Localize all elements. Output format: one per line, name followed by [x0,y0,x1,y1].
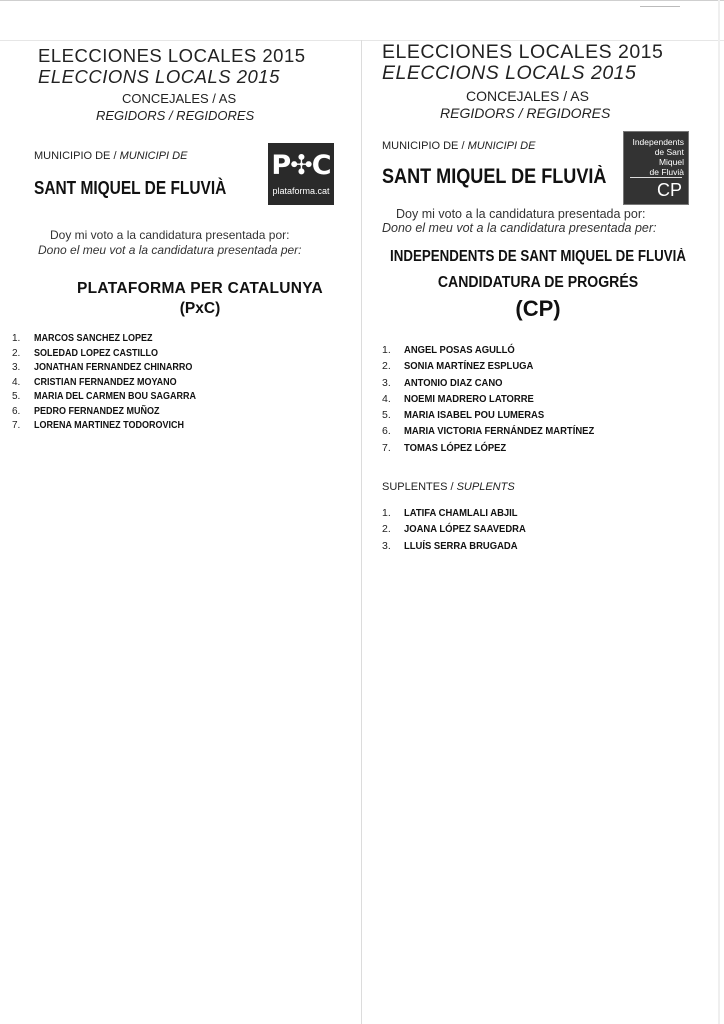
election-title-ca: ELECCIONS LOCALS 2015 [38,66,280,87]
party-name: PLATAFORMA PER CATALUNYA [76,280,323,297]
election-title-ca: ELECCIONS LOCALS 2015 [382,62,637,84]
list-item: 5. MARIA ISABEL POU LUMERAS [382,409,545,422]
list-item: 5. MARIA DEL CARMEN BOU SAGARRA [12,391,196,402]
list-item: 1. LATIFA CHAMLALI ABJIL [382,507,518,519]
party-abbreviation: (PxC) [179,300,221,317]
municipality-label [382,140,535,152]
regidors-label: REGIDORS / REGIDORES [96,108,255,123]
party-name-line-2: CANDIDATURA DE PROGRÉS [437,274,639,291]
list-item: 7. LORENA MARTINEZ TODOROVICH [12,420,185,431]
cp-logo-mark: CP [656,180,682,200]
candidate-list [382,342,615,456]
regidors-label: REGIDORS / REGIDORES [440,105,611,121]
vote-statement-es: Doy mi voto a la candidatura presentada por: [50,228,290,242]
ballot-cp [362,0,724,1024]
list-item: 4. NOEMI MADRERO LATORRE [382,392,534,405]
list-item: 4. CRISTIAN FERNANDEZ MOYANO [12,376,177,388]
substitutes-label [382,481,515,493]
list-item: 6. MARIA VICTORIA FERNÁNDEZ MARTÍNEZ [382,425,595,438]
cp-logo-line-3: de Fluvià [649,167,684,177]
municipality-label-ca: MUNICIPI DE [467,140,536,152]
municipality-name: SANT MIQUEL DE FLUVIÀ [382,165,607,188]
pxc-logo [268,143,334,205]
pxc-logo-mark: P✣C [271,150,331,181]
municipality-name: SANT MIQUEL DE FLUVIÀ [34,178,227,198]
list-item: 1. MARCOS SANCHEZ LOPEZ [12,333,153,344]
list-item: 2. SONIA MARTÍNEZ ESPLUGA [382,360,534,373]
list-item: 1. ANGEL POSAS AGULLÓ [382,344,515,356]
party-abbreviation: (CP) [515,296,561,321]
list-item: 2. SOLEDAD LOPEZ CASTILLO [12,347,159,359]
vote-statement-ca: Dono el meu vot a la candidatura presentada per: [382,221,657,235]
vote-statement-ca: Dono el meu vot a la candidatura presentada per: [38,243,302,257]
election-title-es: ELECCIONES LOCALES 2015 [38,45,306,66]
list-item: 6. PEDRO FERNANDEZ MUÑOZ [12,405,160,417]
list-item: 3. LLUÍS SERRA BRUGADA [382,539,518,552]
cp-logo-line-2: de Sant Miquel [654,147,684,167]
substitutes-label-ca: SUPLENTS [456,481,515,493]
substitute-list [382,505,539,554]
pxc-logo-url: plataforma.cat [272,186,330,196]
municipality-label [34,150,187,162]
municipality-label-es: MUNICIPIO DE / [382,140,465,152]
list-item: 2. JOANA LÓPEZ SAAVEDRA [382,523,526,536]
election-title-es: ELECCIONES LOCALES 2015 [382,41,664,63]
cp-logo-line-1: Independents [632,137,684,147]
concejales-label: CONCEJALES / AS [122,91,237,106]
list-item: 3. JONATHAN FERNANDEZ CHINARRO [12,362,193,373]
list-item: 3. ANTONIO DIAZ CANO [382,376,503,389]
substitutes-label-es: SUPLENTES / [382,481,454,493]
cp-logo-rule [630,177,682,178]
concejales-label: CONCEJALES / AS [466,88,589,104]
vote-statement-es: Doy mi voto a la candidatura presentada por: [396,207,646,221]
candidate-list [12,332,214,434]
municipality-label-es: MUNICIPIO DE / [34,150,117,162]
list-item: 7. TOMAS LÓPEZ LÓPEZ [382,441,507,454]
municipality-label-ca: MUNICIPI DE [119,150,188,162]
cp-logo [623,131,689,205]
party-name-line-1: INDEPENDENTS DE SANT MIQUEL DE FLUVIÀ [389,248,687,265]
